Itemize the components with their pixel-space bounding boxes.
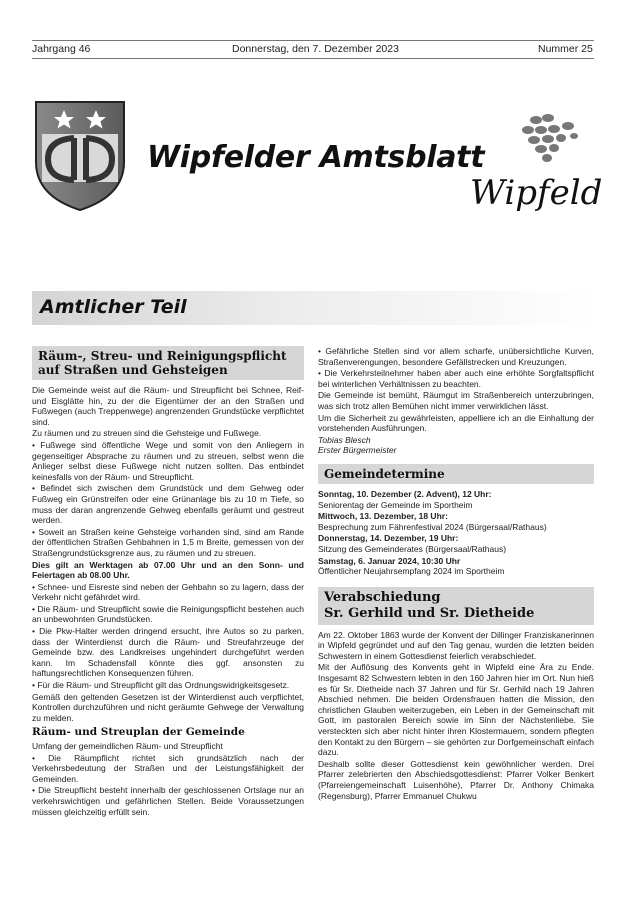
right-column [318,346,594,802]
event-what: Seniorentag der Gemeinde im Sportheim [318,499,473,510]
event-what: Öffentlicher Neujahrsempfang 2024 im Sportheim [318,566,505,577]
event-when: Mittwoch, 13. Dezember, 18 Uhr: [318,511,448,522]
paragraph: • Für die Räum- und Streupflicht gilt das Ordnungswidrigkeitsgesetz. [32,680,290,691]
article2-heading: Gemeindetermine [318,464,594,484]
header-bottom-rule [32,58,594,59]
paragraph: Gemäß den geltenden Gesetzen ist der Winterdienst auch verpflichtet, Kontrollen durchzuführen und nicht geräumte Gehwege der Verwaltung zu melden. [32,691,304,723]
event-when: Donnerstag, 14. Dezember, 19 Uhr: [318,533,459,544]
signature-role: Erster Bürgermeister [318,445,397,456]
left-column [32,346,304,818]
header-date: Donnerstag, den 7. Dezember 2023 [232,43,399,55]
paragraph: Um die Sicherheit zu gewährleisten, appelliere ich an die Einhaltung der vorstehenden Ausführungen. [318,412,594,434]
event-what: Besprechung zum Fährenfestival 2024 (Bürgersaal/Rathaus) [318,521,547,532]
svg-text:Wipfeld: Wipfeld [470,173,603,213]
article1-heading: Räum-, Streu- und Reinigungspflicht auf Straßen und Gehsteigen [32,346,304,380]
header-volume: Jahrgang 46 [32,43,91,55]
signature-name: Tobias Blesch [318,434,371,445]
header-top-rule [32,40,594,41]
event-when: Samstag, 6. Januar 2024, 10:30 Uhr [318,555,461,566]
paragraph: Die Gemeinde ist bemüht, Räumgut im Straßenbereich unterzubringen, was sich trotz allen Bemühen nicht immer verwirklichen lässt. [318,390,594,411]
event-when: Sonntag, 10. Dezember (2. Advent), 12 Uhr: [318,488,492,499]
article1-subheading: Räum- und Streuplan der Gemeinde [32,726,245,739]
paragraph: Die Gemeinde weist auf die Räum- und Streupflicht bei Schnee, Reif- und Eisglätte hin, zu der die Eigentümer der an den Straßen und Fußwegen (auch Treppenwege) angrenzenden Grundstücke verpflichtet sind. [32,385,304,427]
paragraph: • Schnee- und Eisreste sind neben der Gehbahn so zu lagern, dass der Verkehr nicht gefährdet wird. [32,581,304,603]
paragraph: Zu räumen und zu streuen sind die Gehsteige und Fußwege. [32,428,262,439]
paragraph: Deshalb sollte dieser Gottesdienst kein gewöhnlicher werden. Drei Pfarrer zelebrierten den Abschiedsgottesdienst: Pfarrer Volker Benkert (Pfarreiengemeinschaft Luisenhöhe), Pfarrer Dr. Anthony Chimaka (Regensburg), Pfarrer Emmanuel Chukwu [318,758,594,801]
bold-notice: Dies gilt an Werktagen ab 07.00 Uhr und an den Sonn- und Feiertagen ab 08.00 Uhr. [32,559,304,581]
paragraph: • Die Räumpflicht richtet sich grundsätzlich nach der Verkehrsbedeutung der Straßen und der Leistungsfähigkeit der Gemeinden. [32,752,304,784]
article3-heading: Verabschiedung Sr. Gerhild und Sr. Dietheide [318,587,594,625]
paragraph: Am 22. Oktober 1863 wurde der Konvent der Dillinger Franziskanerinnen in Wipfeld gegründet und auf den Tag genau, wurden die letzten beiden Schwestern in einem Gottesdienst feierlich verabschiedet. [318,629,594,661]
paragraph: • Die Pkw-Halter werden dringend ersucht, ihre Autos so zu parken, dass der Winterdienst durch die Räum- und Streufahrzeuge der Gemeinde bzw. des Landkreises ungehindert durchgeführt werden kann. Im Schadensfall könnte dies ggf. ansonsten zu haftungsrechtlichen Konsequenzen führen. [32,626,304,679]
paragraph: • Die Verkehrsteilnehmer haben aber auch eine erhöhte Sorgfaltspflicht bei winterlichen Verhältnissen zu beachten. [318,368,594,389]
paragraph: • Die Räum- und Streupflicht sowie die Reinigungspflicht bestehen auch an unbewohnten Grundstücken. [32,603,304,625]
coat-of-arms-icon [34,100,126,217]
paragraph: • Gefährliche Stellen sind vor allem scharfe, unübersichtliche Kurven, Straßenverengungen, besondere Gefällstrecken und Kreuzungen. [318,346,594,367]
paragraph: • Befindet sich zwischen dem Grundstück und dem Gehweg oder Fußweg ein Grünstreifen oder eine Grünanlage bis zu 10 m Tiefe, so muss der daran angrenzende Gehweg ebenfalls geräumt und gestreut werden. [32,483,304,526]
paragraph: Mit der Auflösung des Konvents geht in Wipfeld eine Ära zu Ende. Insgesamt 82 Schwestern lebten in den 160 Jahren hier im Ort. Nun hieß es für Sr. Dietheide nach 37 Jahren und für Sr. Gerhild nach 19 Jahren Abschied nehmen. Die beiden Ordensfrauen hatten die Mission, den christlichen Glauben weiterzugeben, ein Leben in der Gemeinschaft mit Gott, im pastoralen Bereich sowie im Sinn der Nächstenliebe. Sie versteckten sich aber nicht hinter ihren Klostermauern, sondern pflegten den Kontakt zu den Bürgern – sie gehörten zur Dorfgemeinschaft einfach dazu. [318,662,594,758]
wipfeld-logo-icon [468,108,603,223]
event-what: Sitzung des Gemeinderates (Bürgersaal/Rathaus) [318,543,507,554]
paragraph: • Soweit an Straßen keine Gehsteige vorhanden sind, sind am Rande der öffentlichen Straßen Gehbahnen in 1,5 m Breite, gemessen von der Straßengrundstücksgrenze aus, zu räumen und zu streuen. [32,526,304,558]
masthead-title: Wipfelder Amtsblatt [147,140,485,175]
paragraph: Umfang der gemeindlichen Räum- und Streupflicht [32,741,223,751]
paragraph: • Fußwege sind öffentliche Wege und somit von den Anliegern in gegenseitiger Absprache zu räumen und zu streuen, selbst wenn die Anlieger selbst diese Fußwege nicht nutzen sollten. Das entbindet keinesfalls von der Räum- und Streupflicht. [32,439,304,482]
paragraph: • Die Streupflicht besteht innerhalb der geschlossenen Ortslage nur an verkehrswichtigen und gefährlichen Stellen. Beide Voraussetzungen müssen gleichzeitig erfüllt sein. [32,785,304,817]
header-issue: Nummer 25 [538,43,593,55]
section-title: Amtlicher Teil [40,296,187,318]
